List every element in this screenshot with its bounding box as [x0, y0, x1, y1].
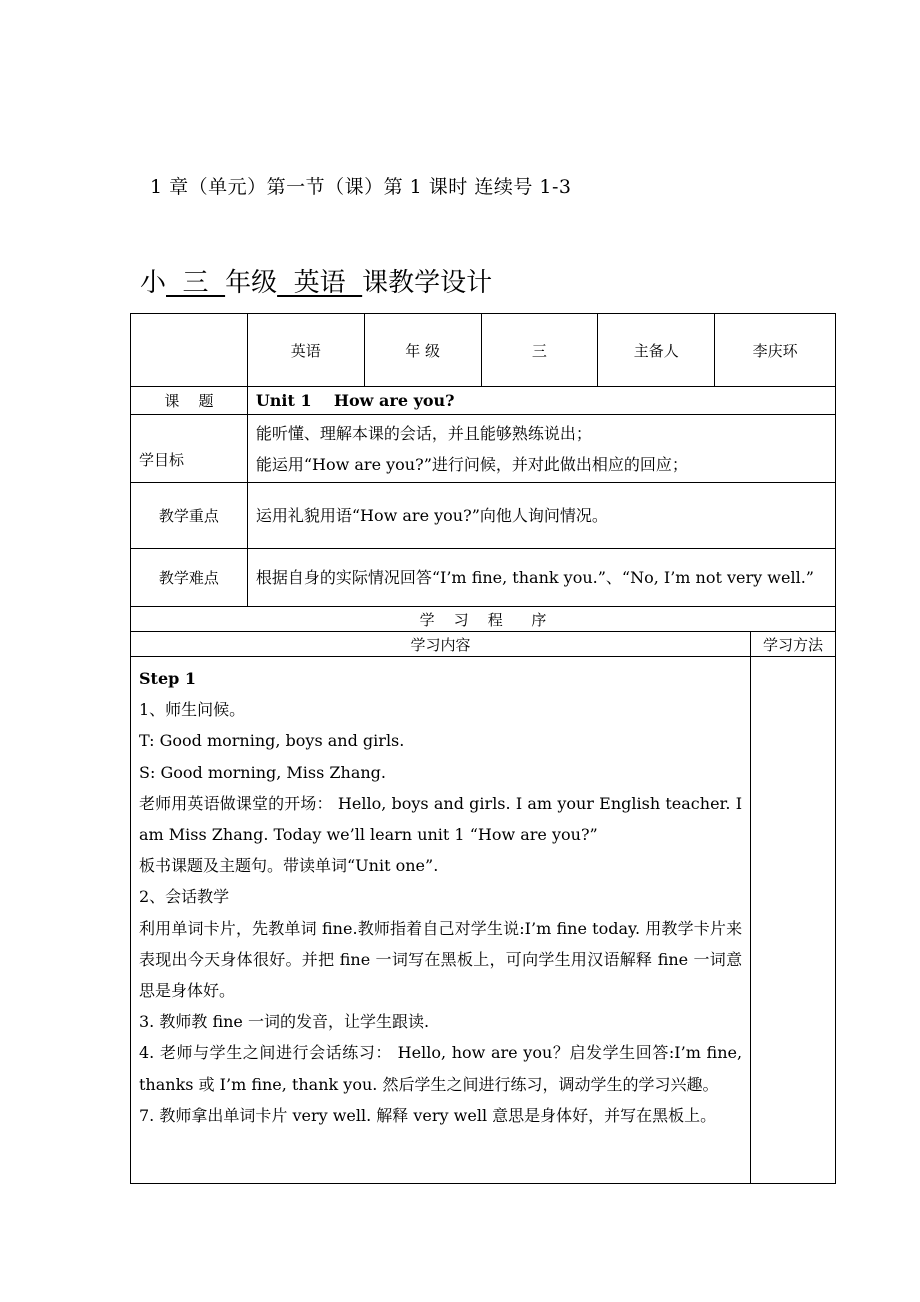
- content-line: 1、师生问候。: [139, 700, 246, 720]
- info-row: [131, 314, 836, 387]
- difficulties-label: 教学难点: [131, 549, 248, 607]
- title-prefix: 小: [140, 268, 167, 298]
- page-title: [140, 262, 492, 299]
- grade-label: 年 级: [364, 314, 481, 387]
- content-header: 学习内容: [131, 632, 751, 657]
- content-cell: [131, 657, 751, 1184]
- topic-value: Unit 1 How are you?: [247, 387, 835, 415]
- procedure-heading-row: [131, 607, 836, 632]
- step-title: Step 1: [139, 669, 197, 688]
- grade-value: 三: [481, 314, 598, 387]
- content-line: S: Good morning, Miss Zhang.: [139, 762, 387, 782]
- title-mid: 年级: [225, 268, 278, 298]
- content-line: 老师用英语做课堂的开场： Hello, boys and girls. I am your English teacher. I am Miss Zhang. Today we’ll learn unit 1 “How are you?”: [139, 793, 743, 845]
- method-cell: [751, 657, 836, 1184]
- key-points-label: 教学重点: [131, 483, 248, 549]
- subject-value: 英语: [247, 314, 364, 387]
- info-empty-cell: [131, 314, 248, 387]
- objective-line: 能听懂、理解本课的会话，并且能够熟练说出；: [255, 423, 592, 443]
- preparer-value: 李庆环: [715, 314, 836, 387]
- key-points-value: 运用礼貌用语“How are you?”向他人询问情况。: [247, 483, 835, 549]
- title-grade: 三: [166, 268, 226, 298]
- content-line: T: Good morning, boys and girls.: [139, 731, 405, 751]
- title-subject: 英语: [277, 268, 363, 298]
- difficulties-value: 根据自身的实际情况回答“I’m fine, thank you.”、“No, I’m not very well.”: [247, 549, 835, 607]
- difficulties-row: [131, 549, 836, 607]
- objective-line: 能运用“How are you?”进行问候，并对此做出相应的回应；: [255, 454, 688, 474]
- content-line: 4. 老师与学生之间进行会话练习： Hello, how are you？启发学生回答:I’m fine, thanks 或 I’m fine, thank you. 然后学生之间进行练习，调动学生的学习兴趣。: [139, 1043, 743, 1094]
- content-line: 3. 教师教 fine 一词的发音，让学生跟读.: [139, 1012, 430, 1032]
- procedure-content-row: [131, 657, 836, 1184]
- title-suffix: 课教学设计: [362, 268, 493, 298]
- lesson-plan-table: [130, 313, 836, 1184]
- content-line: 2、会话教学: [139, 887, 230, 907]
- chapter-line: 1 章（单元）第一节（课）第 1 课时 连续号 1-3: [150, 176, 572, 198]
- key-points-row: [131, 483, 836, 549]
- topic-label: 课 题: [131, 387, 248, 415]
- topic-row: [131, 387, 836, 415]
- procedure-heading: 学 习 程 序: [131, 607, 836, 632]
- procedure-header-row: [131, 632, 836, 657]
- content-line: 利用单词卡片，先教单词 fine.教师指着自己对学生说:I’m fine today. 用教学卡片来表现出今天身体很好。并把 fine 一词写在黑板上，可向学生用汉语解释 fine 一词意思是身体好。: [139, 918, 743, 1001]
- objectives-cell: [247, 415, 835, 483]
- content-line: 7. 教师拿出单词卡片 very well. 解释 very well 意思是身体好，并写在黑板上。: [139, 1105, 717, 1125]
- content-line: 板书课题及主题句。带读单词“Unit one”.: [139, 856, 439, 876]
- method-header: 学习方法: [751, 632, 836, 657]
- objectives-label: 学目标: [131, 415, 248, 483]
- objectives-row: [131, 415, 836, 483]
- preparer-label: 主备人: [598, 314, 715, 387]
